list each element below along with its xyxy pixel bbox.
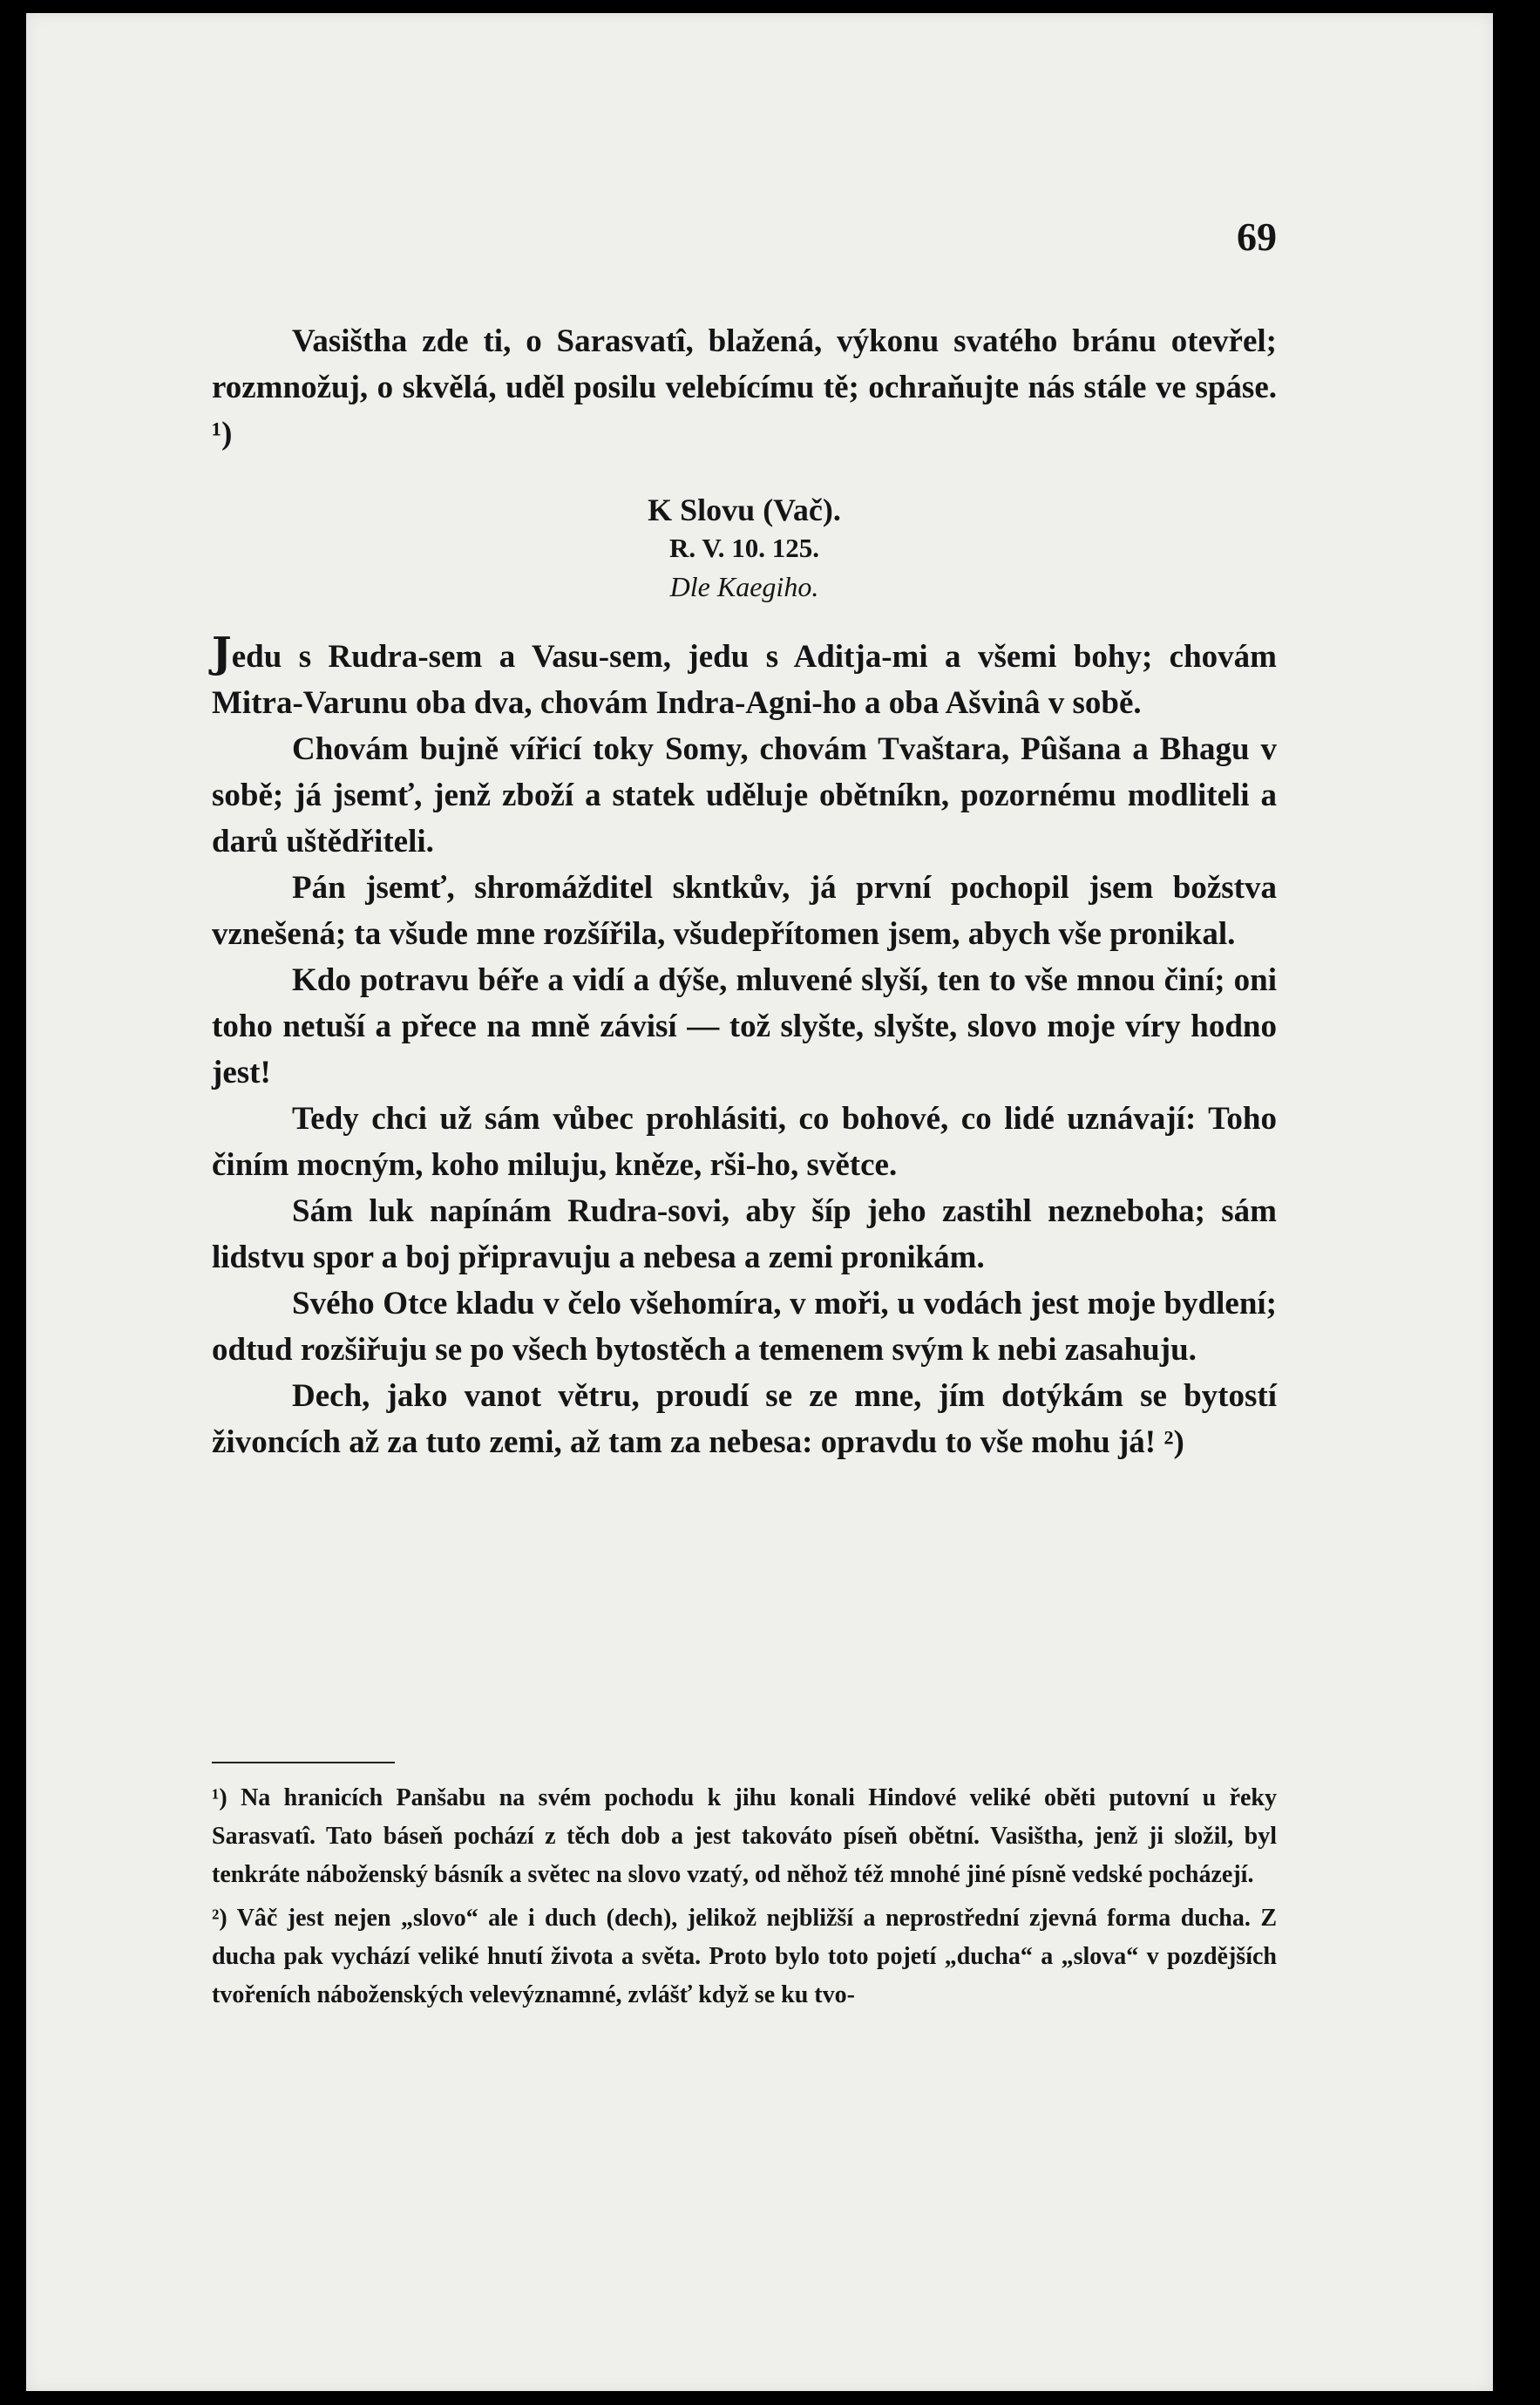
stanza-2: Chovám bujně vířicí toky Somy, chovám Tvaštara, Pûšana a Bhagu v sobě; já jsemť, jenž zboží a statek uděluje obětníkn, pozornému modliteli a darů uštědřiteli. (212, 731, 1277, 859)
poem-reference: R. V. 10. 125. (669, 533, 819, 563)
footnote-1-text: Na hranicích Panšabu na svém pochodu k jihu konali Hindové veliké oběti putovní u řeky Sarasvatî. Tato báseň pochází z těch dob a jest takováto píseň obětní. Vasištha, jenž ji složil, byl tenkráte náboženský básník a světec na slovo vzatý, od něhož též mnohé jiné písně vedské pocházejí. (212, 1784, 1278, 1888)
stanza-3: Pán jsemť, shromážditel skntkův, já první pochopil jsem božstva vznešená; ta všude mne rozšířila, všudepřítomen jsem, abych vše pronikal. (212, 870, 1277, 952)
page-number: 69 (1237, 214, 1277, 259)
intro-text: Vasištha zde ti, o Sarasvatî, blažená, výkonu svatého bránu otevřel; rozmnožuj, o skvělá, uděl posilu velebícímu tě; ochraňujte nás stále ve spáse. ¹) (212, 323, 1277, 452)
dropcap-letter: J (212, 628, 232, 677)
poem-source: Dle Kaegiho. (669, 571, 819, 602)
footnote-divider (212, 1762, 395, 1763)
stanza-1 (212, 630, 1277, 726)
footnote-2 (212, 1899, 1277, 2014)
footnote-1-mark: ¹) (212, 1784, 227, 1811)
stanza-8: Dech, jako vanot větru, proudí se ze mne, jím dotýkám se bytostí živoncích až za tuto zemi, až tam za nebesa: opravdu to vše mohu já! ²) (212, 1378, 1277, 1460)
poem-heading (212, 491, 1277, 606)
footnote-2-text: Vâč jest nejen „slovo“ ale i duch (dech), jelikož nejbližší a neprostřední zjevná forma ducha. Z ducha pak vychází veliké hnutí života a světa. Proto bylo toto pojetí „ducha“ a „slova“ v pozdějších tvořeních náboženských velevýznamné, zvlášť když se ku tvo- (212, 1905, 1277, 2008)
stanza-1-text: edu s Rudra-sem a Vasu-sem, jedu s Aditja-mi a všemi bohy; chovám Mitra-Varunu oba dva, chovám Indra-Agni-ho a oba Ašvinâ v sobě. (212, 639, 1277, 721)
footnotes (212, 1779, 1277, 2020)
stanza-7: Svého Otce kladu v čelo všehomíra, v moři, u vodách jest moje bydlení; odtud rozšiřuju se po všech bytostěch a temenem svým k nebi zasahuju. (212, 1286, 1277, 1368)
stanza-5: Tedy chci už sám vůbec prohlásiti, co bohové, co lidé uznávají: Toho činím mocným, koho miluju, kněze, rši-ho, světce. (212, 1101, 1277, 1183)
hymn-body (212, 630, 1277, 1465)
stanza-4: Kdo potravu béře a vidí a dýše, mluvené slyší, ten to vše mnou činí; oni toho netuší a přece na mně závisí — tož slyšte, slyšte, slovo moje víry hodno jest! (212, 962, 1277, 1090)
footnote-2-mark: ²) (212, 1905, 227, 1932)
book-page (26, 13, 1493, 2391)
stanza-6: Sám luk napínám Rudra-sovi, aby šíp jeho zastihl nezneboha; sám lidstvu spor a boj připravuju a nebesa a zemi pronikám. (212, 1193, 1277, 1275)
intro-paragraph (212, 318, 1277, 457)
footnote-1 (212, 1779, 1277, 1894)
poem-title: K Slovu (Vač). (648, 493, 841, 527)
